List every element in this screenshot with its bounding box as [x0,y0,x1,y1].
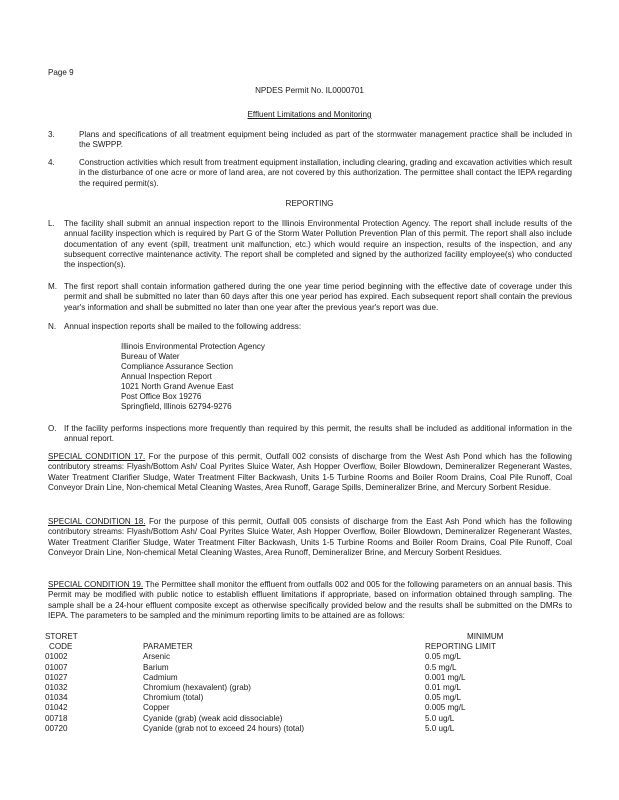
condition-label: SPECIAL CONDITION 18. [48,517,146,526]
table-row [45,652,575,662]
permit-number: NPDES Permit No. IL0000701 [255,86,364,95]
storet-code: 00720 [45,723,68,733]
item-3-text: Plans and specifications of all treatment equipment being included as part of the stormwater management practice shall be included in the SWPPP. [79,130,572,150]
parameter-name: Cadmium [143,672,178,682]
header-cell [143,632,425,642]
reporting-limit: 0.5 mg/L [425,662,457,672]
table-row [45,663,575,673]
item-o-text: If the facility performs inspections more frequently than required by this permit, the results shall be included as additional information in the annual report. [64,424,572,444]
table-row [45,683,575,693]
item-m-text: The first report shall contain information gathered during the one year time period beginning with the effective date of coverage under this permit and shall be submitted no later than 60 days after this one year period has expired. Each subsequent report shall contain the previous year's information and shall be submitted no later than one year after the previous year's report was due. [64,282,572,312]
item-3-marker: 3. [48,130,55,139]
storet-code: 00718 [45,713,68,723]
reporting-limit: 5.0 ug/L [425,713,455,723]
item-4-marker: 4. [48,158,55,167]
special-condition-19 [48,580,572,621]
item-o-marker: O. [48,424,57,433]
reporting-heading: REPORTING [285,199,334,208]
item-m-marker: M. [48,282,57,291]
condition-text: The Permittee shall monitor the effluent from outfalls 002 and 005 for the following parameters on an annual basis. This Permit may be modified with public notice to establish effluent limitations if appropriate, based on information obtained through sampling. The sample shall be a 24-hour effluent composite except as otherwise specifically provided below and the results shall be submitted on the DMRs to IEPA. The parameters to be sampled and the minimum reporting limits to be attained are as follows: [48,580,572,620]
table-header-row [45,642,575,652]
parameter-name: Cyanide (grab) (weak acid dissociable) [143,713,283,723]
table-row [45,714,575,724]
reporting-limit: 0.001 mg/L [425,672,466,682]
page-label: Page 9 [48,68,74,77]
address-line: Illinois Environmental Protection Agency [121,342,265,351]
parameter-name: Arsenic [143,652,170,662]
parameter-name: Barium [143,662,169,672]
parameter-name: Chromium (total) [143,693,204,703]
table-header-row [45,632,575,642]
header-cell: MINIMUM [467,632,504,641]
storet-code: 01007 [45,662,68,672]
reporting-limit: 0.05 mg/L [425,693,461,703]
reporting-limit: 5.0 ug/L [425,723,455,733]
parameter-name: Chromium (hexavalent) (grab) [143,683,251,693]
section-title: Effluent Limitations and Monitoring [247,110,372,119]
table-row [45,703,575,713]
header-cell: PARAMETER [143,642,193,652]
header-cell: CODE [49,642,73,652]
address-line: Post Office Box 19276 [121,392,202,401]
storet-code: 01027 [45,672,68,682]
item-n-text: Annual inspection reports shall be mailed to the following address: [64,322,302,331]
table-row [45,724,575,734]
address-line: Springfield, Illinois 62794-9276 [121,402,232,411]
address-line: Bureau of Water [121,352,180,361]
parameters-table [45,632,575,734]
item-4-text: Construction activities which result from treatment equipment installation, including clearing, grading and excavation activities which result in the disturbance of one acre or more of land area, are not covered by this authorization. The permittee shall contact the IEPA regarding the required permit(s). [79,158,572,188]
storet-code: 01042 [45,703,68,713]
parameter-name: Copper [143,703,170,713]
header-cell: STORET [45,632,78,641]
storet-code: 01032 [45,683,68,693]
storet-code: 01034 [45,693,68,703]
header-cell: REPORTING LIMIT [425,642,496,652]
storet-code: 01002 [45,652,68,662]
special-condition-18 [48,517,572,558]
table-row [45,693,575,703]
parameter-name: Cyanide (grab not to exceed 24 hours) (total) [143,723,305,733]
condition-label: SPECIAL CONDITION 17. [48,452,146,461]
reporting-limit: 0.01 mg/L [425,683,461,693]
address-line: Compliance Assurance Section [121,362,234,371]
item-l-text: The facility shall submit an annual inspection report to the Illinois Environmental Protection Agency. The report shall include results of the annual facility inspection which is required by Part G of the Storm Water Pollution Prevention Plan of this permit. The report shall also include documentation of any event (spill, treatment unit malfunction, etc.) which would require an inspection, results of the inspection, and any subsequent corrective maintenance activity. The report shall be completed and signed by the authorized facility employee(s) who conducted the inspection(s). [64,219,572,270]
condition-label: SPECIAL CONDITION 19. [48,580,144,589]
item-n-marker: N. [48,322,57,331]
table-row [45,673,575,683]
condition-text: For the purpose of this permit, Outfall 005 consists of discharge from the East Ash Pond which has the following contributory streams: Flyash/Bottom Ash/ Coal Pyrites Sluice Water, Ash Hopper Overflow, Boiler Blowdown, Demineralizer Regenerant Wastes, Water Treatment Clarifier Sludge, Water Treatment Filter Backwash, Units 1-5 Turbine Rooms and Boiler Room Drains, Coal Pile Runoff, Coal Conveyor Drain Line, Non-chemical Metal Cleaning Wastes, Area Runoff, Demineralizer Brine, and Mercury Sorbent Residues. [48,517,572,557]
address-line: 1021 North Grand Avenue East [121,382,234,391]
reporting-limit: 0.05 mg/L [425,652,461,662]
item-l-marker: L. [48,219,55,228]
address-line: Annual Inspection Report [121,372,212,381]
condition-text: For the purpose of this permit, Outfall 002 consists of discharge from the West Ash Pond which has the following contributory streams: Flyash/Bottom Ash/ Coal Pyrites Sluice Water, Ash Hopper Overflow, Boiler Blowdown, Demineralizer Regenerant Wastes, Water Treatment Clarifier Sludge, Water Treatment Filter Backwash, Units 1-5 Turbine Rooms and Boiler Room Drains, Coal Pile Runoff, Coal Conveyor Drain Line, Non-chemical Metal Cleaning Wastes, Area Runoff, Garage Spills, Demineralizer Brine, and Mercury Sorbent Residue. [48,452,572,492]
reporting-limit: 0.005 mg/L [425,703,466,713]
special-condition-17 [48,452,572,493]
